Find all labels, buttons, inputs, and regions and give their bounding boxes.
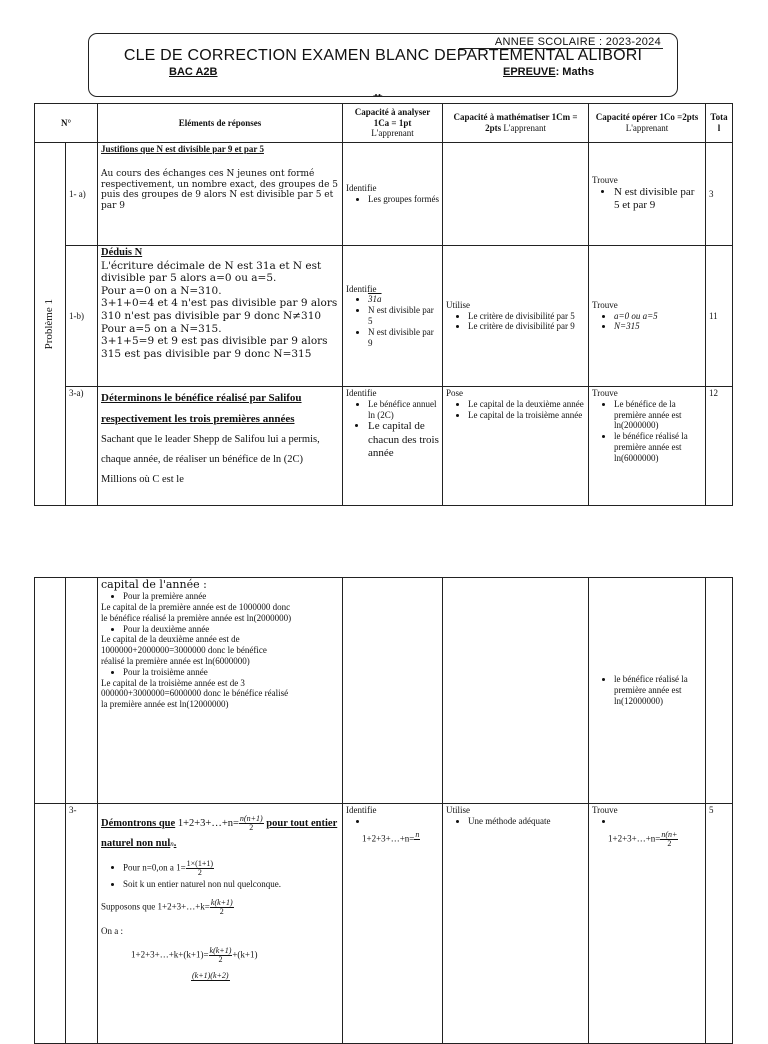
total-cell: 5 — [706, 804, 733, 1044]
list-item: • Soit k un entier naturel non nul quelconque. — [123, 877, 339, 891]
list-item: • Le bénéfice de la première année est ln(2000000) — [614, 399, 702, 431]
list-item: • Le capital de la deuxième année — [468, 399, 585, 410]
verb-label: Identifie — [346, 805, 377, 815]
document-title: CLE DE CORRECTION EXAMEN BLANC DEPARTEMENTAL ALIBORI — [123, 47, 643, 64]
answer-line: 000000+3000000=6000000 donc le bénéfice réalisé — [101, 688, 289, 699]
verb-label: Utilise — [446, 299, 471, 310]
answer-equation: (k+1)(k+2) — [192, 970, 229, 980]
answer-line: Pour a=0 on a N=310. — [101, 284, 222, 297]
answer-line: On a : — [101, 926, 123, 937]
mathematiser-cell — [443, 387, 589, 506]
list-item: • Pour la troisième année — [123, 667, 339, 678]
mathematiser-cell — [443, 578, 589, 804]
answer-line: 3+1+0=4 et 4 n'est pas divisible par 9 alors 310 n'est pas divisible par 9 donc N≠310 — [101, 297, 338, 322]
total-cell — [706, 578, 733, 804]
mathematiser-cell — [443, 143, 589, 246]
verb-label: Trouve — [592, 299, 618, 310]
answer-cell — [98, 804, 343, 1044]
answer-line: Le capital de la troisième année est de 3 — [101, 677, 245, 688]
list-item: • Le critère de divisibilité par 5 — [468, 311, 585, 322]
operer-cell — [589, 387, 706, 506]
answer-line: Supposons que 1+2+3+…+k= $\frac{k(k+1)}{2}$ — [101, 898, 233, 917]
col-mathematiser-header: Capacité à mathématiser 1Cm = 2pts L'apprenant — [443, 104, 589, 143]
mathematiser-cell — [443, 804, 589, 1044]
table-row — [35, 246, 733, 387]
answer-line: Le capital de la deuxième année est de — [101, 634, 240, 645]
answer-heading: Déduis N — [101, 247, 143, 258]
school-year: ANNEE SCOLAIRE : 2023-2024 — [494, 36, 661, 48]
question-number: 1-b) — [66, 246, 98, 387]
analyse-cell — [343, 578, 443, 804]
verb-label: Identifie — [346, 388, 377, 398]
col-analyse-header: Capacité à analyser 1Ca = 1pt L'apprenant — [343, 104, 443, 143]
question-number: 1- a) — [66, 143, 98, 246]
probleme-label-cell — [35, 143, 66, 506]
answer-heading: Déterminons le bénéfice réalisé par Salifou respectivement les trois premières années — [101, 392, 302, 425]
verb-label: Identifie — [346, 283, 377, 294]
list-item: • Le bénéfice annuel ln (2C) — [368, 399, 439, 421]
verb-label: Pose — [446, 388, 464, 398]
probleme-cell — [35, 578, 66, 804]
list-item: • Le capital de chacun des trois année — [368, 420, 439, 460]
verb-label: Utilise — [446, 805, 470, 815]
table-row — [35, 578, 733, 804]
list-item: • Le capital de la troisième année — [468, 410, 585, 421]
answer-line: le bénéfice réalisé la première année est ln(2000000) — [101, 612, 292, 623]
epreuve-label: EPREUVE: Maths — [503, 66, 595, 78]
list-item: • le bénéfice réalisé la première année est ln(6000000) — [614, 431, 702, 463]
answer-text: Sachant que le leader Shepp de Salifou lui a permis, chaque année, de réaliser un bénéfice de ln (2C) Millions où C est le — [101, 433, 320, 485]
analyse-cell — [343, 387, 443, 506]
verb-label: Trouve — [592, 175, 618, 186]
answer-heading: Justifions que N est divisible par 9 et par 5 — [101, 144, 264, 154]
answer-cell — [98, 143, 343, 246]
list-item: • le bénéfice réalisé la première année est ln(12000000) — [614, 674, 702, 706]
table-header-row — [35, 104, 733, 143]
operer-cell — [589, 578, 706, 804]
list-item: • Les groupes formés — [368, 194, 439, 205]
verb-label: Trouve — [592, 388, 618, 398]
answer-line: Le capital de la première année est de 1000000 donc — [101, 601, 291, 612]
answer-equation: 1+2+3+…+n= $\frac{n(n+}{2}$ — [608, 829, 678, 848]
answer-line: Pour a=5 on a N=315. — [101, 322, 222, 335]
analyse-cell — [343, 804, 443, 1044]
answer-line: réalisé la première année est ln(6000000) — [101, 655, 250, 666]
answer-line: 1000000+2000000=3000000 donc le bénéfice — [101, 645, 267, 656]
answer-line: 3+1+5=9 et 9 est pas divisible par 9 alors 315 est pas divisible par 9 donc N=315 — [101, 335, 328, 360]
list-item: • Pour la première année — [123, 591, 339, 602]
operer-cell — [589, 246, 706, 387]
list-item: • N est divisible par 5 — [368, 305, 439, 327]
list-item — [368, 816, 439, 827]
verb-label: Identifie — [346, 183, 377, 194]
mathematiser-cell — [443, 246, 589, 387]
answer-text: capital de l'année : — [101, 578, 207, 591]
answer-cell — [98, 387, 343, 506]
answer-line: la première année est ln(12000000) — [101, 699, 229, 710]
list-item: • Le critère de divisibilité par 9 — [468, 321, 585, 332]
list-item: • N est divisible par 5 et par 9 — [614, 186, 702, 212]
col-operer-header: Capacité opérer 1Co =2pts L'apprenant — [589, 104, 706, 143]
col-elements-header: Eléments de réponses — [98, 104, 343, 143]
analyse-cell — [343, 246, 443, 387]
operer-cell — [589, 143, 706, 246]
correction-table-part2 — [34, 577, 733, 1044]
operer-cell — [589, 804, 706, 1044]
list-item: • Pour n=0,on a 1= $\frac{1\times(1+1)}{2}$ — [123, 860, 339, 877]
answer-cell — [98, 578, 343, 804]
list-item: • 31a — [368, 294, 439, 305]
correction-table-part1 — [34, 103, 733, 506]
list-item: • a=0 ou a=5 — [614, 311, 702, 322]
bac-series: BAC A2B — [169, 66, 218, 78]
total-cell: 3 — [706, 143, 733, 246]
list-item: • N est divisible par 9 — [368, 327, 439, 349]
header-ornament: -•-•- — [373, 91, 382, 100]
col-num-header: N° — [35, 104, 98, 143]
analyse-cell — [343, 143, 443, 246]
list-item: • Une méthode adéquate — [468, 816, 585, 827]
answer-cell — [98, 246, 343, 387]
answer-equation: 1+2+3+…+k+(k+1)= $\frac{k(k+1)}{2}$ +(k+1) — [131, 946, 258, 965]
probleme-label: Problème 1 — [43, 298, 56, 350]
question-number: 3-a) — [66, 387, 98, 506]
answer-text: Au cours des échanges ces N jeunes ont formé respectivement, un nombre exact, des groupes de 5 puis des groupes de 9 alors N est divisible par 5 et par 9 — [101, 168, 338, 212]
list-item — [614, 816, 702, 827]
total-cell: 12 — [706, 387, 733, 506]
table-row — [35, 387, 733, 506]
answer-line: L'écriture décimale de N est 31a et N est divisible par 5 alors a=0 ou a=5. — [101, 259, 322, 285]
total-cell: 11 — [706, 246, 733, 387]
list-item: • Pour la deuxième année — [123, 624, 339, 635]
answer-equation: 1+2+3+…+n= n — [362, 829, 420, 844]
table-row — [35, 804, 733, 1044]
answer-heading: Démontrons que 1+2+3+…+n= $\frac{n(n+1)}{2}$ pour tout entier naturel non nuln. — [101, 814, 338, 849]
table-row — [35, 143, 733, 246]
question-number — [66, 578, 98, 804]
col-total-header: Tota l — [706, 104, 733, 143]
exam-header — [88, 33, 678, 100]
probleme-cell — [35, 804, 66, 1044]
list-item: • N=315 — [614, 321, 702, 332]
verb-label: Trouve — [592, 805, 618, 815]
question-number: 3- — [66, 804, 98, 1044]
